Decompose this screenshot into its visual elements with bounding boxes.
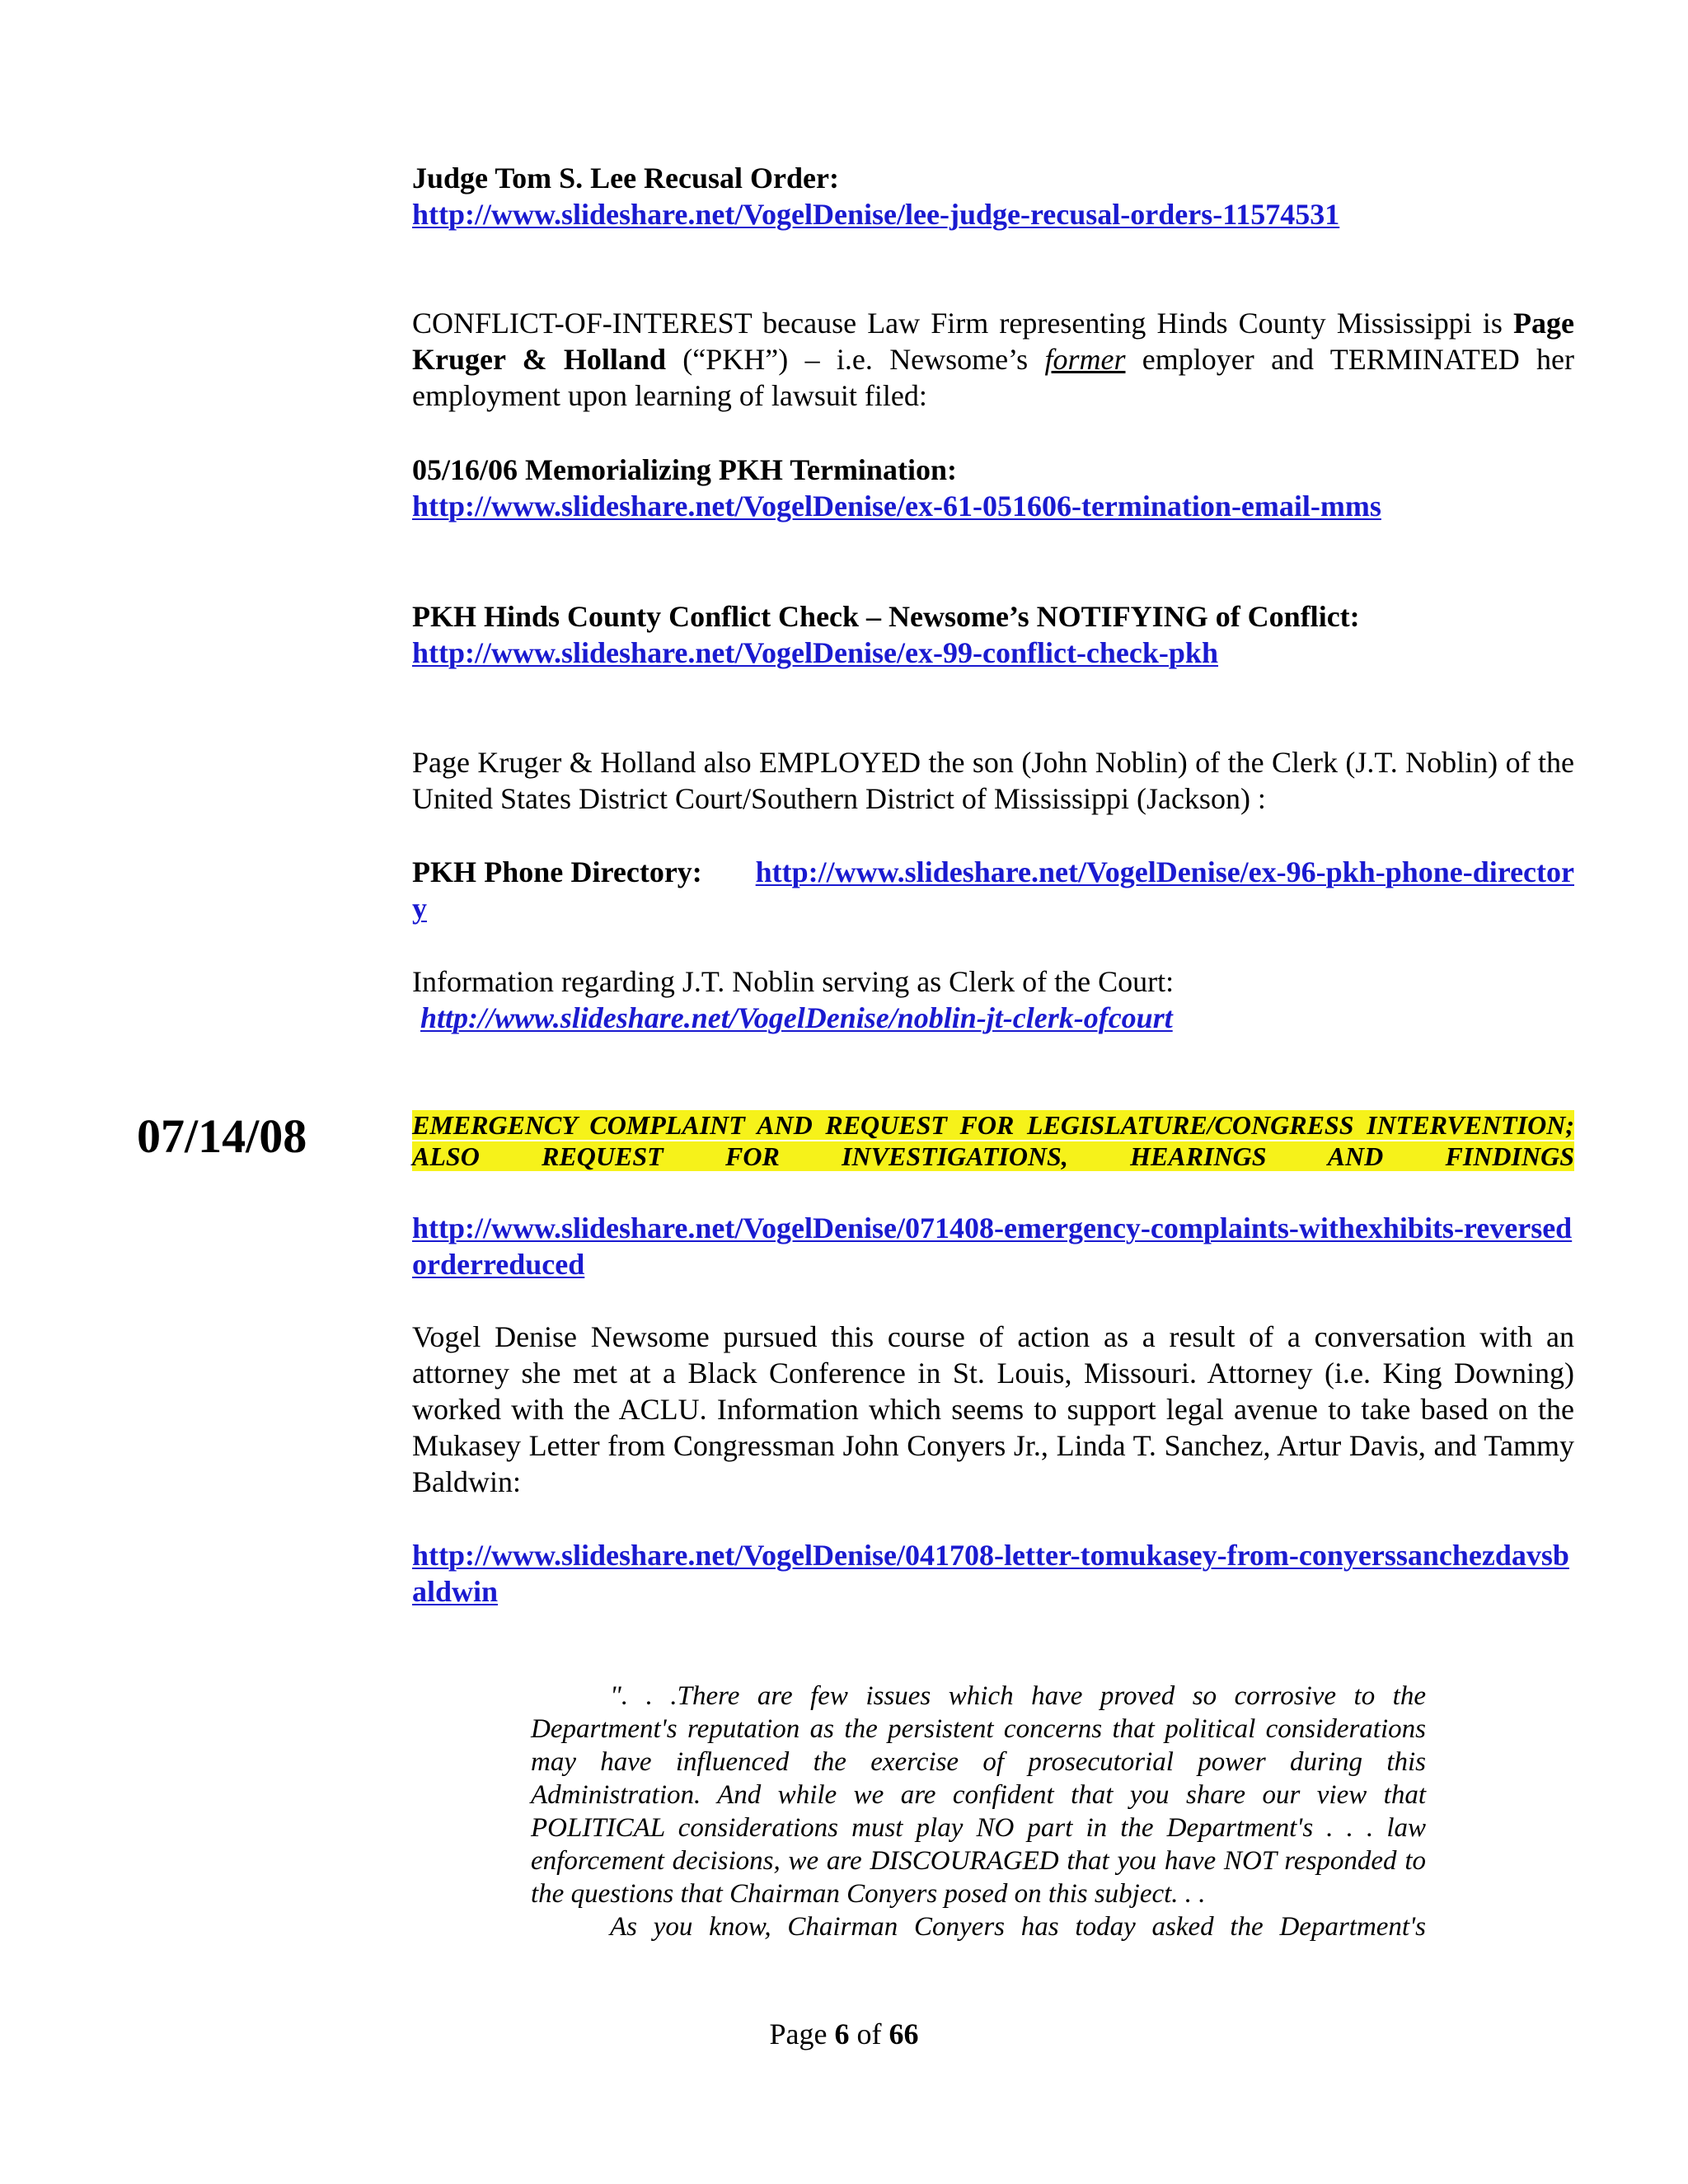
quote-paragraph-2: As you know, Chairman Conyers has today asked the Department's [610,1912,1426,1942]
footer-page-label: Page [769,2018,828,2050]
recusal-section [412,160,1574,232]
entry-date: 07/14/08 [137,1109,307,1163]
page-footer [0,2016,1688,2052]
conflict-check-heading: PKH Hinds County Conflict Check – Newsome’s NOTIFYING of Conflict: [412,600,1360,633]
conflict-text-1: CONFLICT-OF-INTEREST because Law Firm representing Hinds County Mississippi is [412,307,1503,340]
conflict-check-link[interactable]: http://www.slideshare.net/VogelDenise/ex-99-conflict-check-pkh [412,636,1218,669]
quote-block [531,1680,1426,1943]
footer-of-label: of [856,2018,882,2050]
noblin-text: Information regarding J.T. Noblin serving as Clerk of the Court: [412,965,1175,998]
directory-section [412,854,1574,926]
noblin-section [412,963,1574,1036]
termination-link[interactable]: http://www.slideshare.net/VogelDenise/ex-61-051606-termination-email-mms [412,490,1381,523]
entry-title-highlight: EMERGENCY COMPLAINT AND REQUEST FOR LEGISLATURE/CONGRESS INTERVENTION; ALSO REQUEST FOR INVESTIGATIONS, HEARINGS AND FINDINGS [412,1110,1574,1171]
entry-link1-wrap [412,1210,1574,1282]
employed-paragraph: Page Kruger & Holland also EMPLOYED the son (John Noblin) of the Clerk (J.T. Noblin) of the United States District Court/Southern District of Mississippi (Jackson) : [412,746,1574,815]
conflict-text-3: employer and TERMINATED her employment upon learning of lawsuit filed: [412,343,1574,412]
recusal-heading: Judge Tom S. Lee Recusal Order: [412,162,839,194]
termination-heading: 05/16/06 Memorializing PKH Termination: [412,453,957,486]
conflict-text-2: (“PKH”) – i.e. Newsome’s [665,343,1045,376]
conflict-check-section [412,598,1574,671]
recusal-link[interactable]: http://www.slideshare.net/VogelDenise/lee-judge-recusal-orders-11574531 [412,198,1340,231]
mukasey-letter-link[interactable]: http://www.slideshare.net/VogelDenise/041708-letter-tomukasey-from-conyerssanchezdavsbaldwin [412,1539,1569,1608]
entry-paragraph: Vogel Denise Newsome pursued this course of action as a result of a conversation with an attorney she met at a Black Conference in St. Louis, Missouri. Attorney (i.e. King Downing) worked with the ACLU. Information which seems to support legal avenue to take based on the Mukasey Letter from Congressman John Conyers Jr., Linda T. Sanchez, Artur Davis, and Tammy Baldwin: [412,1320,1574,1498]
directory-label: PKH Phone Directory: [412,855,702,888]
emergency-complaint-link[interactable]: http://www.slideshare.net/VogelDenise/071408-emergency-complaints-withexhibits-reversedorderreduced [412,1212,1573,1281]
quote-paragraph-1: ". . .There are few issues which have proved so corrosive to the Department's reputation as the persistent concerns that political considerations may have influenced the exercise of prosecutorial power during this Administration. And while we are confident that you share our view that POLITICAL considerations must play NO part in the Department's . . . law enforcement decisions, we are DISCOURAGED that you have NOT responded to the questions that Chairman Conyers posed on this subject. . . [531,1681,1426,1909]
noblin-link[interactable]: http://www.slideshare.net/VogelDenise/noblin-jt-clerk-ofcourt [420,1001,1173,1034]
directory-link[interactable]: http://www.slideshare.net/VogelDenise/ex-96-pkh-phone-directory [412,855,1574,925]
conflict-paragraph [412,305,1574,414]
conflict-firm-name: Page Kruger & Holland [412,307,1575,376]
termination-section [412,452,1574,524]
entry-title [412,1109,1574,1172]
conflict-former: former [1044,343,1126,376]
footer-page-total: 66 [889,2018,919,2050]
entry-link2-wrap [412,1537,1574,1610]
footer-page-number: 6 [834,2018,850,2050]
